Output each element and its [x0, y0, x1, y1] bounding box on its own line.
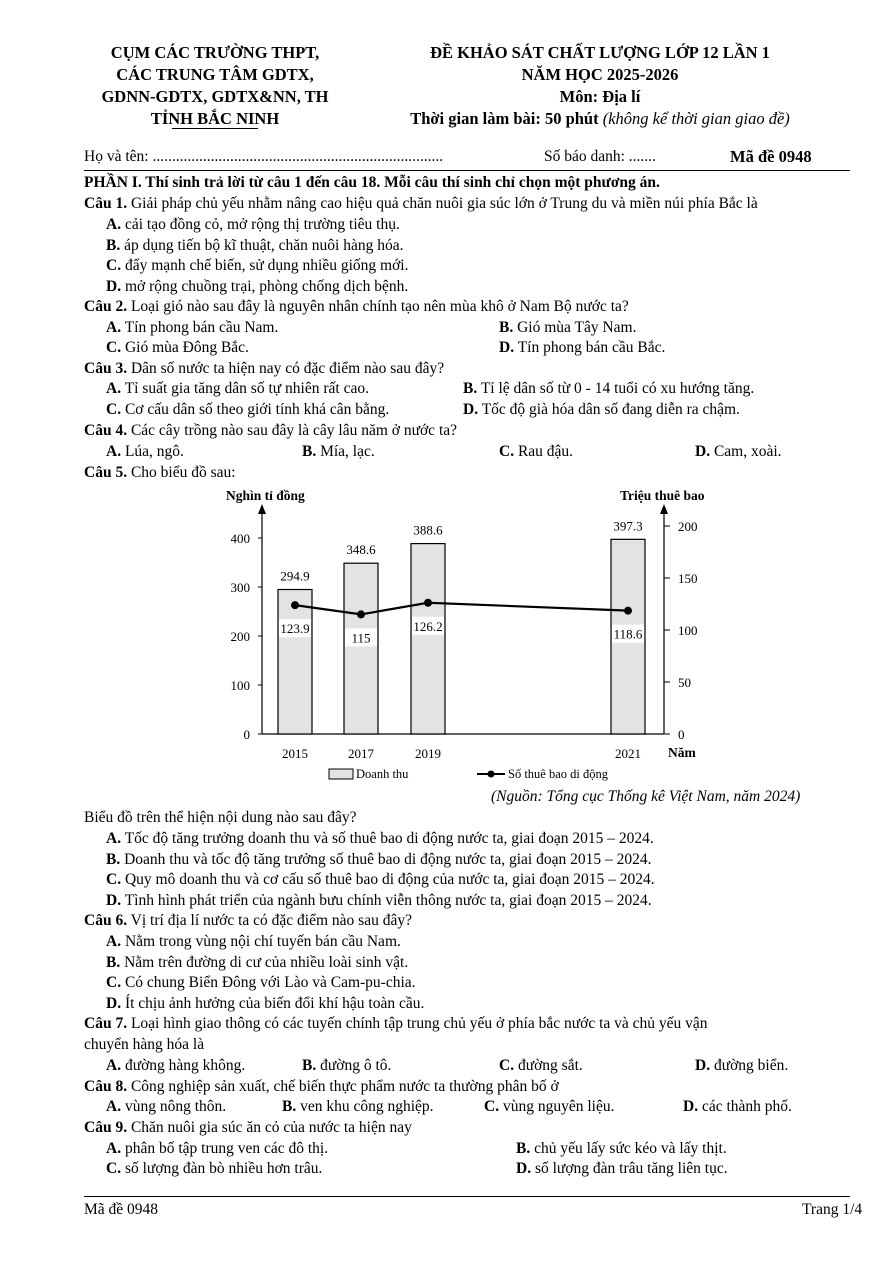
left-tick-label: 300 [230, 580, 250, 595]
x-tick-label: 2021 [615, 746, 641, 761]
right-tick-label: 0 [678, 727, 685, 742]
left-axis-arrow [258, 504, 266, 514]
q6-option-d[interactable]: D. Ít chịu ảnh hưởng của biến đổi khí hậu toàn cầu. [106, 994, 425, 1012]
q7-option-a[interactable]: A. đường hàng không. [106, 1057, 246, 1074]
left-tick-label: 400 [230, 531, 250, 546]
chart-source: (Nguồn: Tổng cục Thống kê Việt Nam, năm 2024) [491, 788, 801, 805]
q9-option-c[interactable]: C. số lượng đàn bò nhiều hơn trâu. [106, 1160, 323, 1177]
question-3: Câu 3. Dân số nước ta hiện nay có đặc điểm nào sau đây? [84, 359, 445, 377]
q3-option-c[interactable]: C. Cơ cấu dân số theo giới tính khá cân bằng. [106, 400, 390, 418]
q1-option-d[interactable]: D. mở rộng chuồng trại, phòng chống dịch bệnh. [106, 277, 409, 295]
q9-option-d[interactable]: D. số lượng đàn trâu tăng liên tục. [516, 1160, 728, 1177]
exam-year: NĂM HỌC 2025-2026 [521, 65, 679, 84]
bar-doanh-thu [411, 544, 445, 734]
line-value-label: 126.2 [413, 618, 443, 634]
line-value-label: 115 [351, 630, 371, 646]
question-4: Câu 4. Các cây trồng nào sau đây là cây lâu năm ở nước ta? [84, 422, 458, 439]
q9-option-a[interactable]: A. phân bố tập trung ven các đô thị. [106, 1139, 329, 1157]
left-axis-title: Nghìn tỉ đồng [226, 488, 305, 503]
q8-option-d[interactable]: D. các thành phố. [683, 1098, 792, 1115]
footer-code: Mã đề 0948 [84, 1201, 159, 1218]
question-7: Câu 7. Loại hình giao thông có các tuyến chính tập trung chủ yếu ở phía bắc nước ta và chủ yếu vận [84, 1015, 708, 1032]
school-line-3: GDNN-GDTX, GDTX&NN, TH [101, 87, 329, 106]
question-9: Câu 9. Chăn nuôi gia súc ăn cỏ của nước ta hiện nay [84, 1118, 412, 1136]
legend-line-label: Số thuê bao di động [508, 767, 608, 781]
exam-title: ĐỀ KHẢO SÁT CHẤT LƯỢNG LỚP 12 LẦN 1 [430, 43, 770, 62]
q1-option-c[interactable]: C. đẩy mạnh chế biến, sử dụng nhiều giống mới. [106, 257, 409, 274]
q2-option-d[interactable]: D. Tín phong bán cầu Bắc. [499, 339, 666, 356]
q3-option-b[interactable]: B. Tỉ lệ dân số từ 0 - 14 tuổi có xu hướng tăng. [463, 380, 755, 397]
q7-option-c[interactable]: C. đường sắt. [499, 1057, 583, 1074]
exam-code: Mã đề 0948 [730, 147, 812, 166]
left-tick-label: 200 [230, 629, 250, 644]
x-tick-label: 2015 [282, 746, 308, 761]
question-2: Câu 2. Loại gió nào sau đây là nguyên nhân chính tạo nên mùa khô ở Nam Bộ nước ta? [84, 298, 629, 315]
q7-option-b[interactable]: B. đường ô tô. [302, 1057, 392, 1074]
q2-option-c[interactable]: C. Gió mùa Đông Bắc. [106, 339, 249, 356]
q2-option-a[interactable]: A. Tín phong bán cầu Nam. [106, 318, 279, 336]
bar-value-label: 397.3 [613, 518, 643, 534]
q1-text: Giải pháp chủ yếu nhằm nâng cao hiệu quả chăn nuôi gia súc lớn ở Trung du và miền núi phía Bắc là [127, 195, 758, 212]
q4-option-a[interactable]: A. Lúa, ngô. [106, 443, 184, 460]
student-id-field: Số báo danh: ....... [544, 148, 656, 165]
line-point [424, 599, 432, 607]
question-7-cont: chuyển hàng hóa là [84, 1036, 205, 1053]
combo-chart [0, 478, 892, 798]
right-axis-title: Triệu thuê bao [620, 488, 705, 503]
q4-option-d[interactable]: D. Cam, xoài. [695, 443, 782, 460]
q8-option-a[interactable]: A. vùng nông thôn. [106, 1098, 227, 1115]
student-name-field: Họ và tên: ........................................................................... [84, 148, 444, 165]
bar-value-label: 388.6 [413, 522, 443, 538]
question-6: Câu 6. Vị trí địa lí nước ta có đặc điểm nào sau đây? [84, 912, 412, 929]
q6-option-c[interactable]: C. Có chung Biển Đông với Lào và Cam-pu-chia. [106, 974, 416, 991]
legend-bar-label: Doanh thu [356, 767, 409, 781]
bar-doanh-thu [278, 589, 312, 734]
header-rule [84, 170, 850, 171]
question-1 [84, 194, 758, 215]
q4-option-c[interactable]: C. Rau đậu. [499, 443, 574, 460]
school-header [70, 42, 360, 130]
exam-header [370, 42, 830, 130]
legend-bar-swatch [329, 769, 353, 779]
part-heading: PHẦN I. Thí sinh trả lời từ câu 1 đến câu 18. Mỗi câu thí sinh chỉ chọn một phương án. [84, 174, 660, 191]
line-value-label: 118.6 [613, 626, 643, 642]
line-point [624, 607, 632, 615]
school-line-2: CÁC TRUNG TÂM GDTX, [116, 65, 314, 84]
line-value-label: 123.9 [280, 621, 310, 637]
school-underline [172, 128, 258, 129]
q6-option-a[interactable]: A. Nằm trong vùng nội chí tuyến bán cầu Nam. [106, 933, 401, 950]
footer-rule [84, 1196, 850, 1197]
left-tick-label: 100 [230, 678, 250, 693]
q7-option-d[interactable]: D. đường biển. [695, 1057, 789, 1074]
school-line-1: CỤM CÁC TRƯỜNG THPT, [110, 43, 320, 62]
q5-option-b[interactable]: B. Doanh thu và tốc độ tăng trưởng số thuê bao di động nước ta, giai đoạn 2015 – 2024. [106, 850, 652, 868]
q5-prompt: Biểu đồ trên thể hiện nội dung nào sau đây? [84, 809, 357, 826]
q1-option-b[interactable]: B. áp dụng tiến bộ kĩ thuật, chăn nuôi hàng hóa. [106, 236, 404, 254]
q3-option-a[interactable]: A. Tỉ suất gia tăng dân số tự nhiên rất cao. [106, 380, 369, 397]
question-5: Câu 5. Cho biểu đồ sau: [84, 463, 236, 481]
q5-option-c[interactable]: C. Quy mô doanh thu và cơ cấu số thuê bao di động của nước ta, giai đoạn 2015 – 2024. [106, 871, 655, 888]
x-tick-label: 2019 [415, 746, 441, 761]
q1-label: Câu 1. [84, 195, 128, 212]
line-point [291, 601, 299, 609]
page-number: Trang 1/4 [802, 1201, 863, 1218]
exam-time [370, 108, 830, 130]
exam-time-bold: Thời gian làm bài: 50 phút [410, 109, 599, 128]
bar-value-label: 294.9 [280, 568, 310, 584]
bar-doanh-thu [344, 563, 378, 734]
q5-option-a[interactable]: A. Tốc độ tăng trưởng doanh thu và số thuê bao di động nước ta, giai đoạn 2015 – 2024. [106, 830, 654, 847]
right-tick-label: 50 [678, 675, 691, 690]
exam-time-italic: (không kể thời gian giao đề) [602, 109, 790, 128]
exam-subject: Môn: Địa lí [559, 87, 641, 106]
q6-option-b[interactable]: B. Nằm trên đường di cư của nhiều loài sinh vật. [106, 953, 409, 971]
q8-option-b[interactable]: B. ven khu công nghiệp. [282, 1098, 434, 1115]
right-tick-label: 150 [678, 571, 698, 586]
bar-value-label: 348.6 [346, 542, 376, 558]
q2-option-b[interactable]: B. Gió mùa Tây Nam. [499, 318, 637, 336]
x-axis-title: Năm [668, 745, 696, 760]
right-axis-arrow [660, 504, 668, 514]
line-point [357, 610, 365, 618]
right-tick-label: 200 [678, 519, 698, 534]
q8-option-c[interactable]: C. vùng nguyên liệu. [484, 1098, 615, 1115]
q4-option-b[interactable]: B. Mía, lạc. [302, 443, 375, 460]
right-tick-label: 100 [678, 623, 698, 638]
left-tick-label: 0 [243, 727, 250, 742]
q5-option-d[interactable]: D. Tình hình phát triển của ngành bưu chính viễn thông nước ta, giai đoạn 2015 – 2024. [106, 891, 652, 909]
q9-option-b[interactable]: B. chủ yếu lấy sức kéo và lấy thịt. [516, 1139, 727, 1157]
legend-line-marker [488, 771, 495, 778]
school-line-4: TỈNH BẮC NINH [150, 109, 280, 128]
q1-option-a[interactable]: A. cải tạo đồng cỏ, mở rộng thị trường tiêu thụ. [106, 216, 400, 233]
question-8: Câu 8. Công nghiệp sản xuất, chế biến thực phẩm nước ta thường phân bố ở [84, 1077, 559, 1095]
x-tick-label: 2017 [348, 746, 374, 761]
q3-option-d[interactable]: D. Tốc độ già hóa dân số đang diễn ra chậm. [463, 400, 740, 418]
